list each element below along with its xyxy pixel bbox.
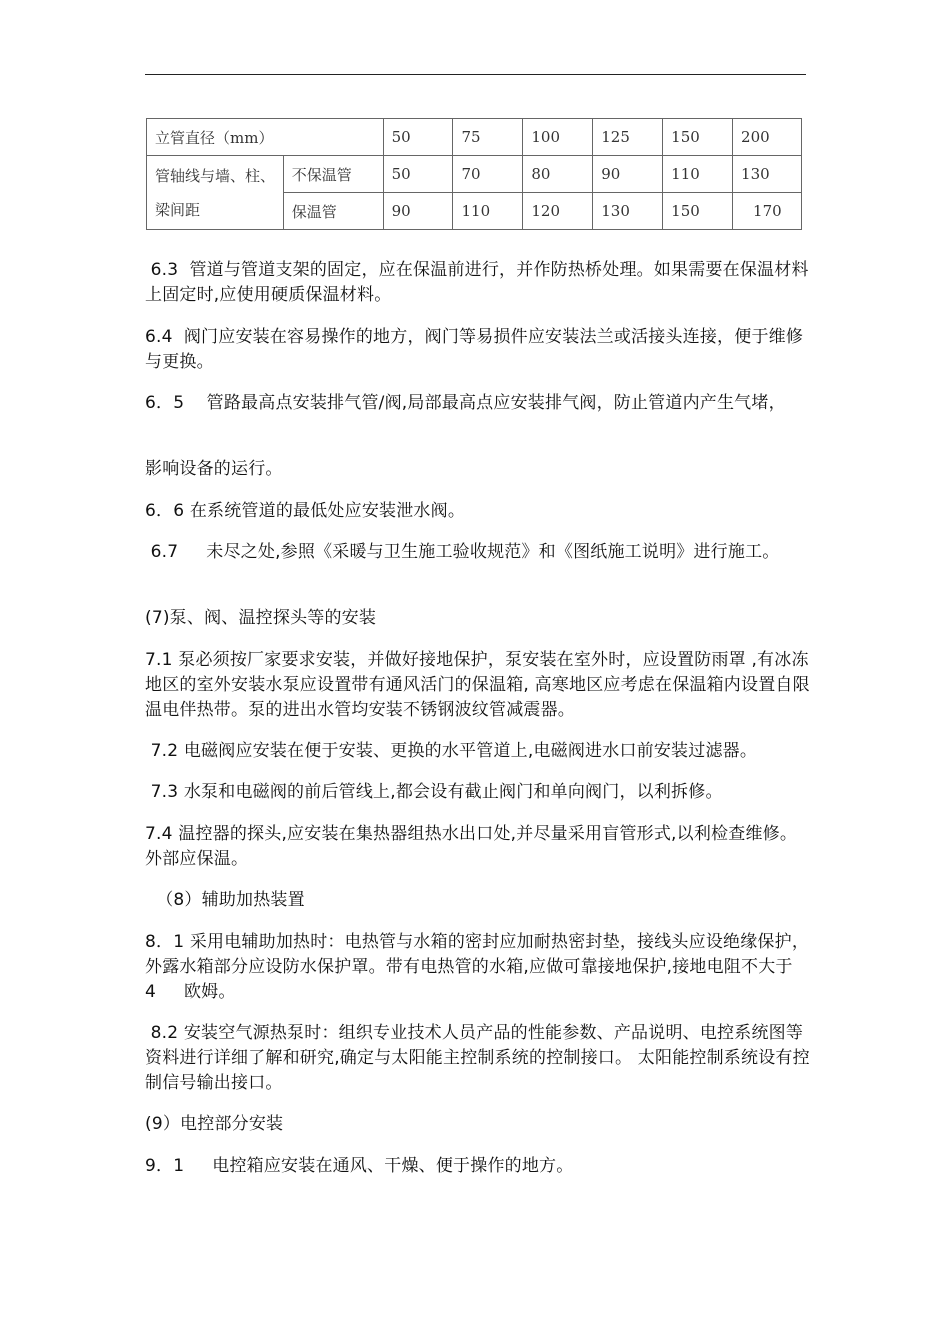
table-cell: 130 <box>593 193 663 230</box>
table-cell: 90 <box>383 193 453 230</box>
paragraph-7-3: 7.3 水泵和电磁阀的前后管线上,都会设有截止阀门和单向阀门，以利拆修。 <box>145 782 723 802</box>
table-header-label: 立管直径（mm） <box>147 119 384 156</box>
section-heading-9: (9）电控部分安装 <box>145 1114 284 1134</box>
table-cell: 100 <box>523 119 593 156</box>
paragraph-7-1: 7.1 泵必须按厂家要求安装，并做好接地保护，泵安装在室外时，应设置防雨罩 ,有冰冻地区的室外安装水泵应设置带有通风活门的保温箱, 高寒地区应考虑在保温箱内设置自限温电伴热带。泵的进出水管均安装不锈钢波纹管减震器。 <box>145 650 810 720</box>
table-cell: 120 <box>523 193 593 230</box>
section-heading-7: (7)泵、阀、温控探头等的安装 <box>145 608 377 628</box>
paragraph-6-6: 6．6 在系统管道的最低处应安装泄水阀。 <box>145 501 466 521</box>
paragraph-7-4: 7.4 温控器的探头,应安装在集热器组热水出口处,并尽量采用盲管形式,以利检查维修。外部应保温。 <box>145 824 798 869</box>
section-heading-8: （8）辅助加热装置 <box>145 890 305 910</box>
table-cell: 200 <box>733 119 802 156</box>
table-cell: 150 <box>663 193 733 230</box>
paragraph-6-4: 6.4 阀门应安装在容易操作的地方，阀门等易损件应安装法兰或活接头连接，便于维修与更换。 <box>145 327 804 372</box>
table-row-label: 保温管 <box>283 193 383 230</box>
table-row <box>147 156 802 193</box>
paragraph-8-2: 8.2 安装空气源热泵时：组织专业技术人员产品的性能参数、产品说明、电控系统图等资料进行详细了解和研究,确定与太阳能主控制系统的控制接口。 太阳能控制系统设有控制信号输出接口。 <box>145 1023 810 1093</box>
table-cell: 70 <box>453 156 523 193</box>
table-cell: 150 <box>663 119 733 156</box>
table-header-row <box>147 119 802 156</box>
paragraph-9-1: 9．1 电控箱应安装在通风、干燥、便于操作的地方。 <box>145 1156 574 1176</box>
header-rule <box>145 74 806 75</box>
paragraph-6-7: 6.7 未尽之处,参照《采暖与卫生施工验收规范》和《图纸施工说明》进行施工。 <box>145 542 780 562</box>
table-cell: 80 <box>523 156 593 193</box>
paragraph-8-1: 8．1 采用电辅助加热时：电热管与水箱的密封应加耐热密封垫，接线头应设绝缘保护，外露水箱部分应设防水保护罩。带有电热管的水箱,应做可靠接地保护,接地电阻不大于 4 欧姆。 <box>145 932 810 1002</box>
table-row-group-label: 管轴线与墙、柱、梁间距 <box>147 156 284 230</box>
paragraph-6-3: 6.3 管道与管道支架的固定，应在保温前进行，并作防热桥处理。如果需要在保温材料上固定时,应使用硬质保温材料。 <box>145 260 809 305</box>
table-cell: 110 <box>453 193 523 230</box>
table-cell: 125 <box>593 119 663 156</box>
table-cell: 170 <box>733 193 802 230</box>
table-cell: 75 <box>453 119 523 156</box>
table-cell: 110 <box>663 156 733 193</box>
pipe-spacing-table <box>146 118 802 230</box>
paragraph-7-2: 7.2 电磁阀应安装在便于安装、更换的水平管道上,电磁阀进水口前安装过滤器。 <box>145 741 758 761</box>
table-cell: 130 <box>733 156 802 193</box>
paragraph-6-5-cont: 影响设备的运行。 <box>145 459 283 479</box>
table-cell: 50 <box>383 119 453 156</box>
table-cell: 90 <box>593 156 663 193</box>
paragraph-6-5: 6．5 管路最高点安装排气管/阀,局部最高点应安装排气阀，防止管道内产生气堵， <box>145 393 786 413</box>
table-cell: 50 <box>383 156 453 193</box>
table-row-label: 不保温管 <box>283 156 383 193</box>
